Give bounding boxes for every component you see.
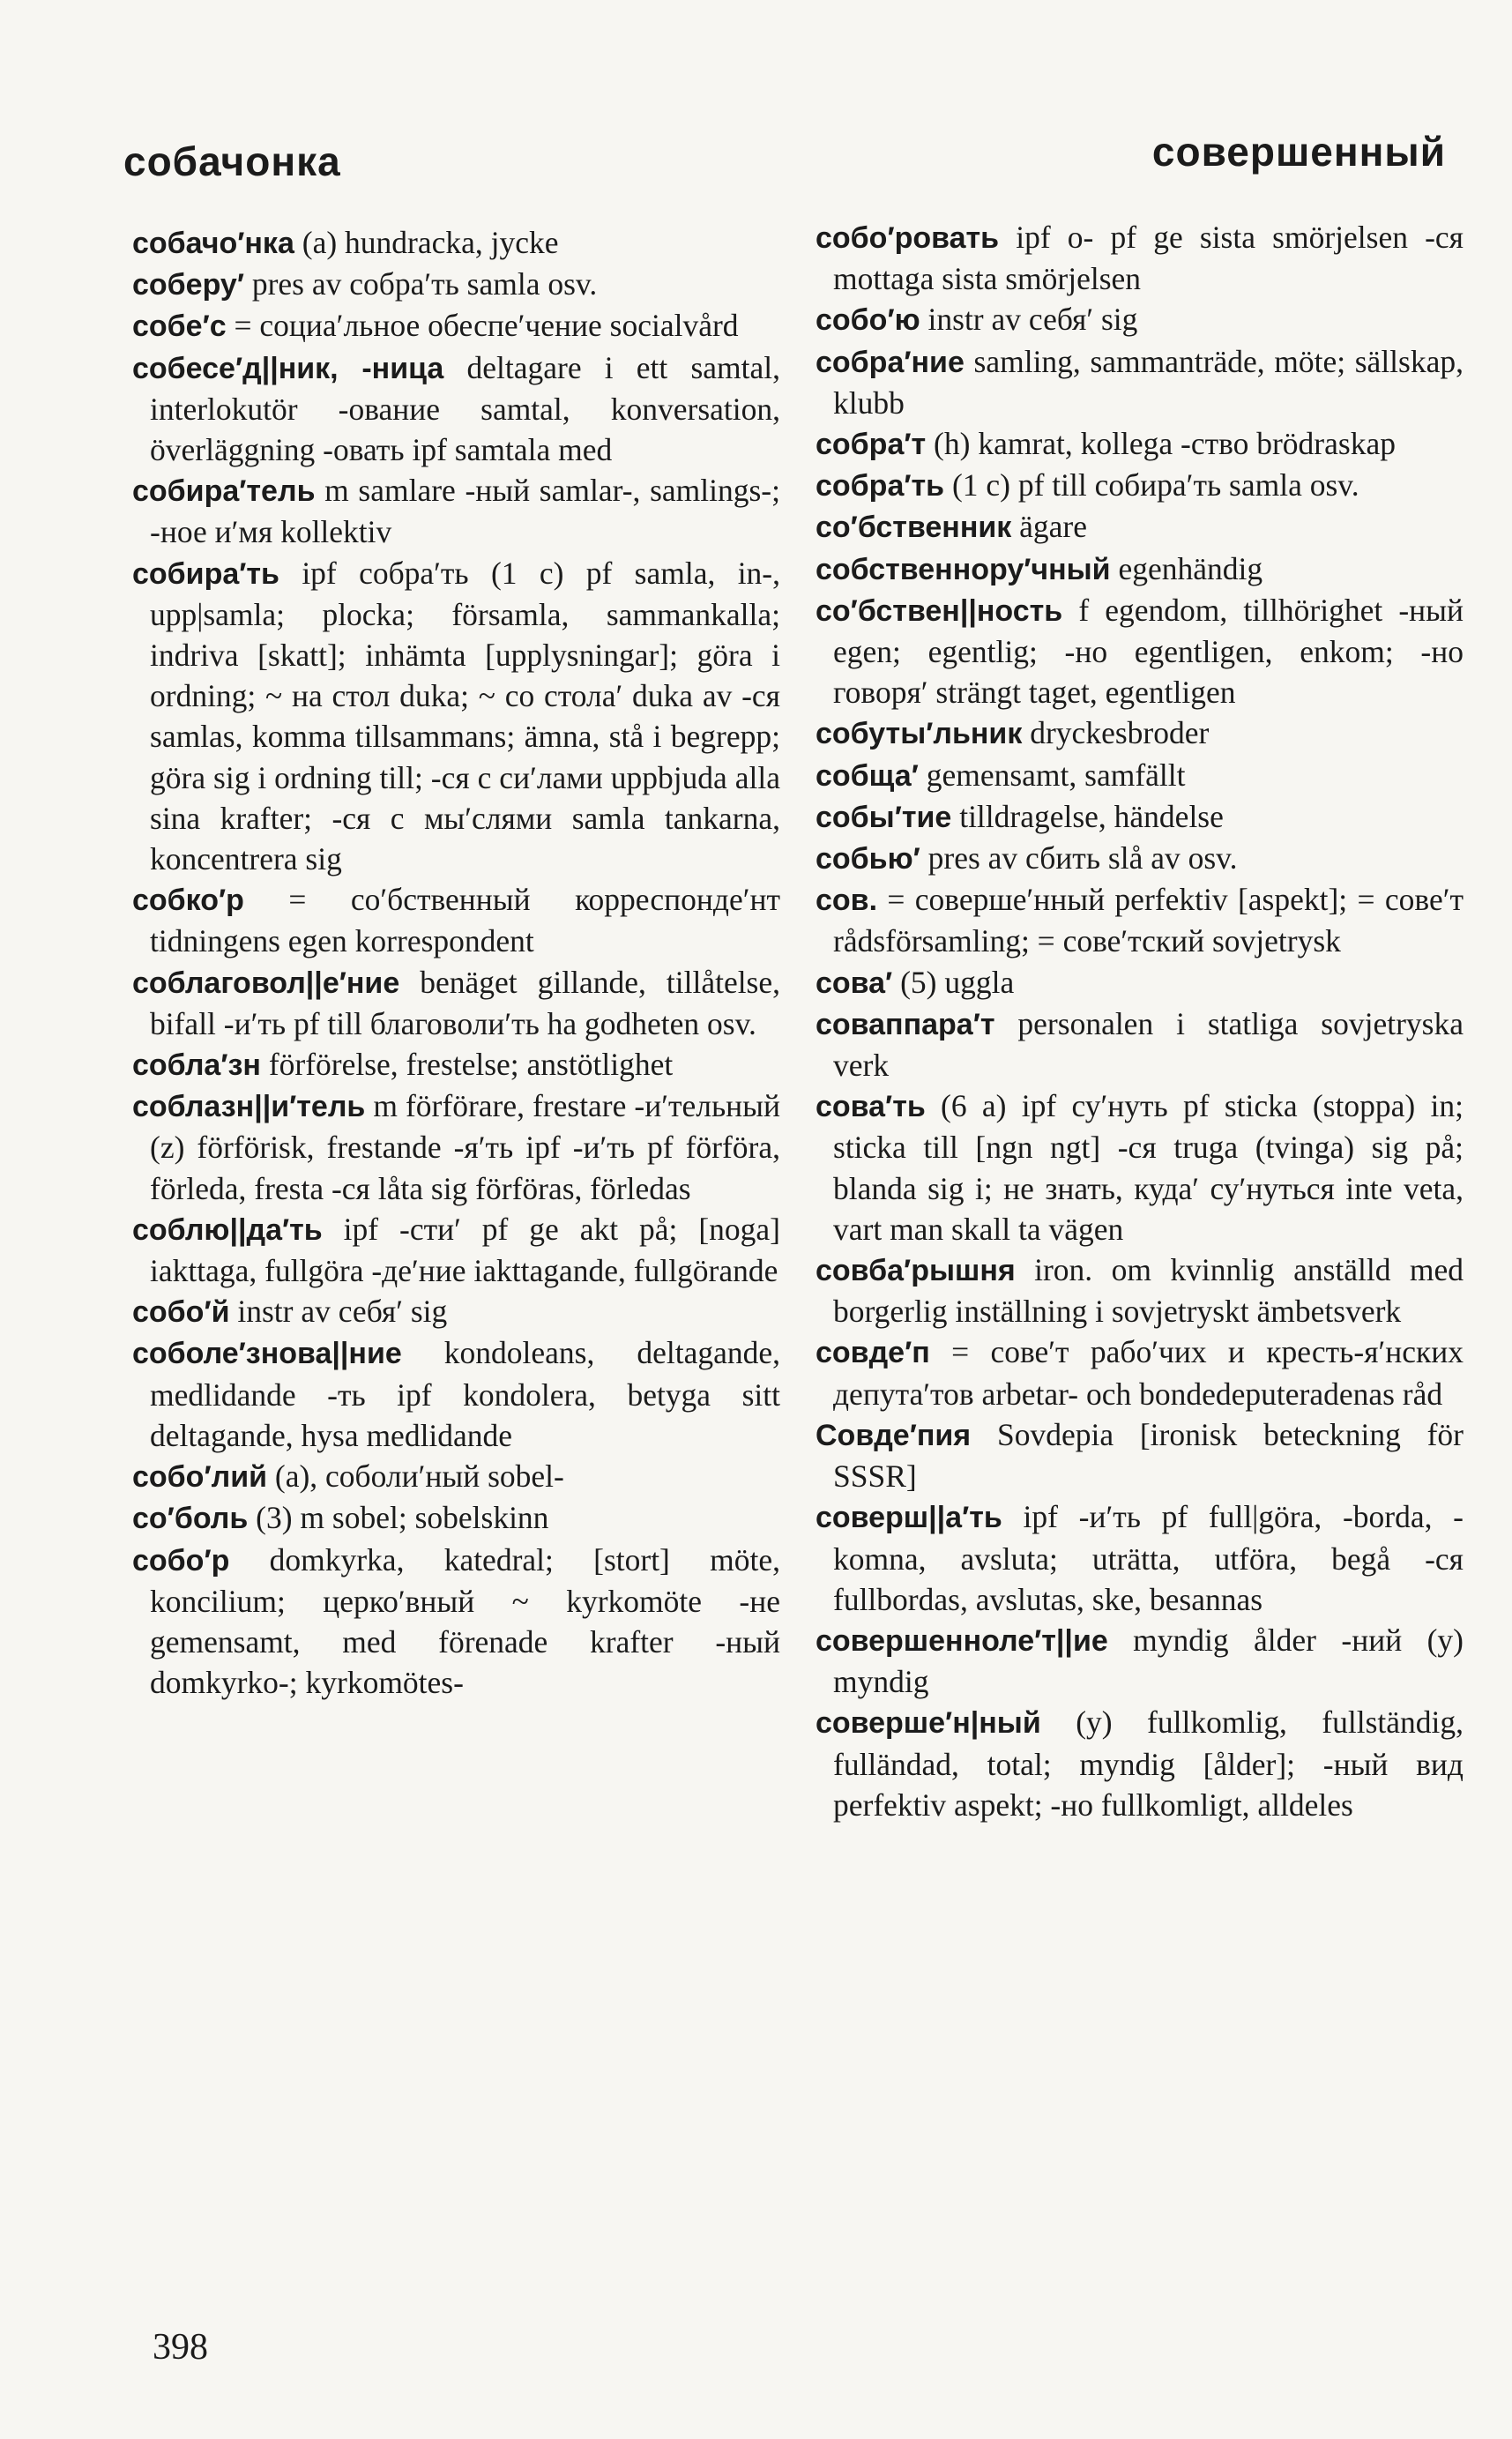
right-column: [816, 217, 1464, 1825]
definition: m samlare -ный samlar-, samlings-; -ное и′мя kollektiv: [150, 473, 780, 550]
dictionary-entry: [132, 962, 780, 1044]
dictionary-entry: [816, 1496, 1464, 1620]
definition: kondoleans, deltagande, medlidande -ть ipf kondolera, betyga sitt deltagande, hysa medlidande: [150, 1335, 780, 1453]
dictionary-entry: [132, 1291, 780, 1332]
headword: собью′: [816, 842, 920, 876]
dictionary-entry: [816, 879, 1464, 961]
dictionary-entry: [132, 264, 780, 305]
dictionary-entry: [816, 590, 1464, 713]
headword: собо′лий: [132, 1460, 267, 1495]
headword: совершенноле′т||ие: [816, 1623, 1108, 1658]
headword: собственнору′чный: [816, 552, 1111, 586]
definition: instr av себя′ sig: [927, 302, 1138, 338]
headword: собо′ровать: [816, 221, 1000, 255]
dictionary-entry: [816, 506, 1464, 548]
definition: dryckesbroder: [1030, 715, 1210, 751]
headword: собко′р: [132, 884, 244, 918]
dictionary-entry: [816, 755, 1464, 796]
headword: собира′ть: [132, 556, 279, 591]
dictionary-entry: [816, 1414, 1464, 1496]
page-number: 398: [153, 2327, 208, 2368]
dictionary-entry: [816, 299, 1464, 340]
definition: (1 c) pf till собира′ть samla osv.: [951, 467, 1359, 503]
dictionary-entry: [132, 553, 780, 880]
dictionary-entry: [816, 217, 1464, 299]
headword: совде′п: [816, 1336, 930, 1370]
dictionary-entry: [816, 548, 1464, 590]
headword: сова′ть: [816, 1090, 926, 1124]
definition: (a), соболи′ный sobel-: [274, 1458, 564, 1495]
dictionary-entry: [132, 305, 780, 347]
definition: iron. om kvinnlig anställd med borgerlig inställning i sovjetryskt ämbetsverk: [833, 1252, 1464, 1330]
definition: benäget gillande, tillåtelse, bifall -и′ть pf till благоволи′ть ha godheten osv.: [150, 964, 781, 1041]
headword: сова′: [816, 966, 893, 1000]
headword: собо′ю: [816, 303, 920, 338]
dictionary-entry: [816, 1003, 1464, 1085]
headword: собо′й: [132, 1295, 230, 1330]
headword: собла′зн: [132, 1048, 261, 1083]
definition: egenhändig: [1118, 550, 1263, 586]
definition: = соверше′нный perfektiv [aspekt]; = сове′т rådsförsamling; = сове′тский sovjetrysk: [833, 882, 1464, 959]
dictionary-entry: [132, 1044, 780, 1085]
dictionary-entry: [816, 1702, 1464, 1825]
headword: совба′рышня: [816, 1254, 1016, 1288]
dictionary-entry: [816, 796, 1464, 838]
dictionary-entry: [816, 838, 1464, 879]
headword: собра′ние: [816, 345, 965, 379]
definition: ipf собра′ть (1 c) pf samla, in-, upp|samla; plocka; församla, sammankalla; indriva [skatt]; inhämta [upplysningar]; göra i ordning; ~ на стол duka; ~ со стола′ duka av -ся samlas, komma tillsammans; ämna, stå i begrepp; göra sig i ordning till; -ся с си′лами uppbjuda alla sina krafter; -ся с мы′слями samla tankarna, koncentrera sig: [150, 555, 780, 877]
definition: f egendom, tillhörighet -ный egen; egentlig; -но egentligen, enkom; -но говоря′ strängt taget, egentligen: [833, 592, 1464, 711]
dictionary-entry: [816, 1331, 1464, 1413]
definition: deltagare i ett samtal, interlokutör -ование samtal, konversation, överläggning -овать ipf samtala med: [150, 349, 780, 468]
dictionary-entry: [816, 1249, 1464, 1331]
definition: (a) hundracka, jycke: [302, 225, 559, 260]
dictionary-entry: [132, 879, 780, 961]
headword: соверш||а′ть: [816, 1501, 1002, 1535]
headword: соверше′н|ный: [816, 1706, 1041, 1741]
definition: pres av собра′ть samla osv.: [251, 266, 598, 302]
running-head-right: совершенный: [1151, 129, 1446, 175]
headword: соблаговол||е′ние: [132, 966, 400, 1000]
dictionary-entry: [816, 1085, 1464, 1249]
definition: ägare: [1019, 509, 1088, 545]
definition: = социа′льное обеспе′чение socialvård: [234, 308, 739, 344]
dictionary-entry: [132, 1540, 780, 1704]
definition: (y) fullkomlig, fullständig, fulländad, total; myndig [ålder]; -ный вид perfektiv aspekt; -но fullkomligt, alldeles: [833, 1704, 1464, 1823]
definition: ipf -сти′ pf ge akt på; [noga] iakttaga, fullgöra -де′ние iakttagande, fullgörande: [150, 1211, 780, 1289]
headword: соблазн||и′тель: [132, 1090, 366, 1124]
left-column: [132, 222, 780, 1703]
headword: собо′р: [132, 1543, 230, 1578]
definition: pres av сбить slå av osv.: [927, 840, 1238, 876]
definition: (3) m sobel; sobelskinn: [256, 1500, 549, 1536]
dictionary-entry: [132, 1456, 780, 1497]
headword: собы′тие: [816, 800, 952, 834]
dictionary-entry: [816, 341, 1464, 423]
definition: domkyrka, katedral; [stort] möte, koncilium; церко′вный ~ kyrkomöte -не gemensamt, med förenade krafter -ный domkyrko-; kyrkomötes-: [150, 1541, 780, 1701]
definition: gemensamt, samfällt: [926, 757, 1186, 793]
definition: samling, sammanträde, möte; sällskap, klubb: [833, 343, 1464, 421]
definition: tilldragelse, händelse: [959, 798, 1224, 834]
headword: собща′: [816, 758, 919, 793]
headword: собира′тель: [132, 474, 316, 509]
dictionary-entry: [132, 1209, 780, 1291]
headword: соберу′: [132, 268, 244, 302]
dictionary-entry: [132, 1085, 780, 1209]
dictionary-entry: [816, 712, 1464, 754]
definition: myndig ålder -ний (y) myndig: [833, 1622, 1464, 1700]
headword: сов.: [816, 884, 878, 918]
headword: собра′т: [816, 428, 927, 462]
headword: собуты′льник: [816, 717, 1023, 751]
dictionary-entry: [132, 470, 780, 552]
definition: (6 a) ipf су′нуть pf sticka (stoppa) in; sticka till [ngn ngt] -ся truga (tvinga) sig på; blanda sig i; не знать, куда′ су′нуться inte veta, vart man skall ta vägen: [833, 1088, 1464, 1247]
headword: собе′с: [132, 310, 227, 344]
dictionary-entry: [816, 465, 1464, 506]
headword: со′бственник: [816, 511, 1012, 545]
headword: соблю||да′ть: [132, 1212, 323, 1247]
headword: со′боль: [132, 1502, 249, 1536]
definition: (5) uggla: [900, 964, 1015, 1000]
headword: со′бствен||ность: [816, 593, 1063, 628]
definition: Sovdepia [ironisk beteckning för SSSR]: [833, 1416, 1464, 1495]
headword: собесе′д||ник, -ница: [132, 351, 444, 385]
definition: ipf o- pf ge sista smörjelsen -ся mottaga sista smörjelsen: [833, 220, 1464, 297]
headword: соваппара′т: [816, 1007, 995, 1041]
dictionary-entry: [816, 962, 1464, 1003]
dictionary-entry: [816, 423, 1464, 465]
definition: (h) kamrat, kollega -ство brödraskap: [934, 426, 1396, 462]
definition: = сове′т рабо′чих и кресть-я′нских депута′тов arbetar- och bondedeputeradenas råd: [833, 1334, 1464, 1412]
dictionary-entry: [132, 1497, 780, 1539]
definition: m förförare, frestare -и′тельный (z) förförisk, frestande -я′ть ipf -и′ть pf förföra, förleda, fresta -ся låta sig förföras, förledas: [150, 1088, 781, 1206]
definition: ipf -и′ть pf full|göra, -borda, -komna, avsluta; uträtta, utföra, begå -ся fullbordas, avslutas, ske, besannas: [833, 1499, 1464, 1617]
definition: instr av себя′ sig: [237, 1294, 448, 1330]
definition: = со′бственный корреспонде′нт tidningens egen korrespondent: [150, 882, 781, 959]
dictionary-entry: [816, 1620, 1464, 1702]
definition: förförelse, frestelse; anstötlighet: [268, 1047, 674, 1083]
dictionary-entry: [132, 1332, 780, 1456]
dictionary-entry: [132, 222, 780, 264]
headword: Совде′пия: [816, 1418, 972, 1452]
definition: personalen i statliga sovjetryska verk: [833, 1005, 1464, 1084]
headword: собачо′нка: [132, 227, 294, 260]
dictionary-entry: [132, 347, 780, 471]
headword: собра′ть: [816, 469, 945, 503]
running-head-left: собачонка: [123, 138, 341, 184]
headword: соболе′знова||ние: [132, 1337, 402, 1371]
